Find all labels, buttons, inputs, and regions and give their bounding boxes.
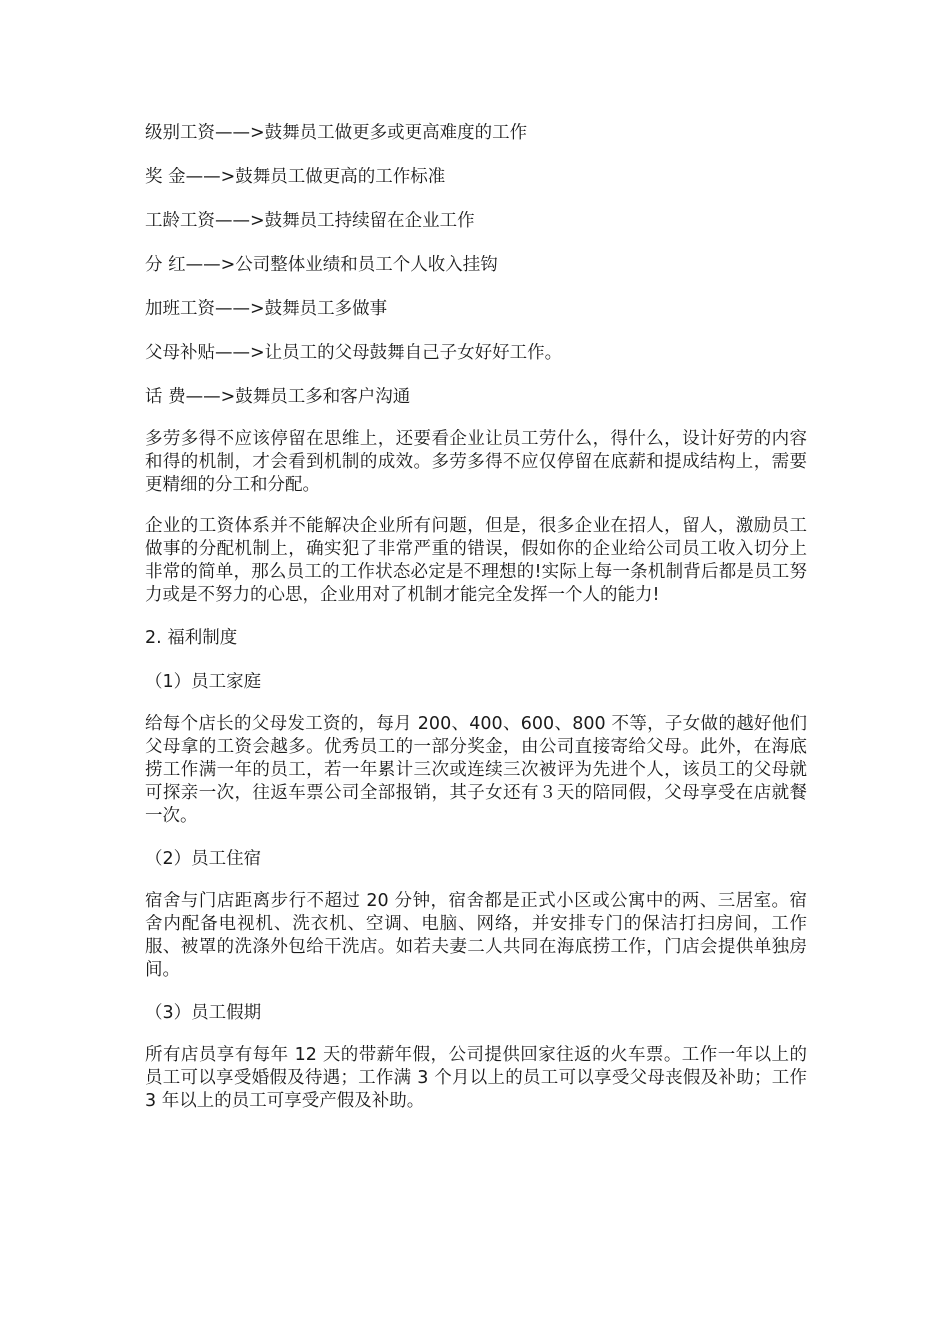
salary-item-bonus: 奖 金——>鼓舞员工做更高的工作标准: [145, 167, 446, 187]
salary-item-level: 级别工资——>鼓舞员工做更多或更高难度的工作: [145, 123, 528, 143]
salary-item-parent-subsidy: 父母补贴——>让员工的父母鼓舞自己子女好好工作。: [145, 343, 563, 363]
paragraph-housing: 宿舍与门店距离步行不超过 20 分钟，宿舍都是正式小区或公寓中的两、三居室。宿舍内配备电视机、洗衣机、空调、电脑、网络，并安排专门的保洁打扫房间，工作服、被罩的洗涤外包给干洗店。如若夫妻二人共同在海底捞工作，门店会提供单独房间。: [145, 891, 807, 980]
document-page: [145, 120, 807, 1131]
subsection-title-housing: （2）员工住宿: [145, 849, 262, 869]
paragraph-family: 给每个店长的父母发工资的，每月 200、400、600、800 不等，子女做的越好他们父母拿的工资会越多。优秀员工的一部分奖金，由公司直接寄给父母。此外，在海底捞工作满一年的员工，若一年累计三次或连续三次被评为先进个人，该员工的父母就可探亲一次，往返车票公司全部报销，其子女还有３天的陪同假，父母享受在店就餐一次。: [145, 714, 807, 826]
salary-item-seniority: 工龄工资——>鼓舞员工持续留在企业工作: [145, 211, 475, 231]
subsection-title-family: （1）员工家庭: [145, 672, 262, 692]
salary-item-phone: 话 费——>鼓舞员工多和客户沟通: [145, 387, 411, 407]
paragraph-more-work: 多劳多得不应该停留在思维上，还要看企业让员工劳什么，得什么，设计好劳的内容和得的机制，才会看到机制的成效。多劳多得不应仅停留在底薪和提成结构上，需要更精细的分工和分配。: [145, 429, 807, 495]
paragraph-salary-system: 企业的工资体系并不能解决企业所有问题，但是，很多企业在招人，留人，激励员工做事的分配机制上，确实犯了非常严重的错误，假如你的企业给公司员工收入切分上非常的简单，那么员工的工作状态必定是不理想的!实际上每一条机制背后都是员工努力或是不努力的心思，企业用对了机制才能完全发挥一个人的能力!: [145, 516, 807, 605]
salary-item-overtime: 加班工资——>鼓舞员工多做事: [145, 299, 388, 319]
salary-item-dividend: 分 红——>公司整体业绩和员工个人收入挂钩: [145, 255, 498, 275]
subsection-title-holidays: （3）员工假期: [145, 1003, 262, 1023]
section-title-welfare: 2. 福利制度: [145, 628, 238, 648]
paragraph-holidays: 所有店员享有每年 12 天的带薪年假，公司提供回家往返的火车票。工作一年以上的员工可以享受婚假及待遇；工作满 3 个月以上的员工可以享受父母丧假及补助；工作 3 年以上的员工可享受产假及补助。: [145, 1045, 807, 1111]
